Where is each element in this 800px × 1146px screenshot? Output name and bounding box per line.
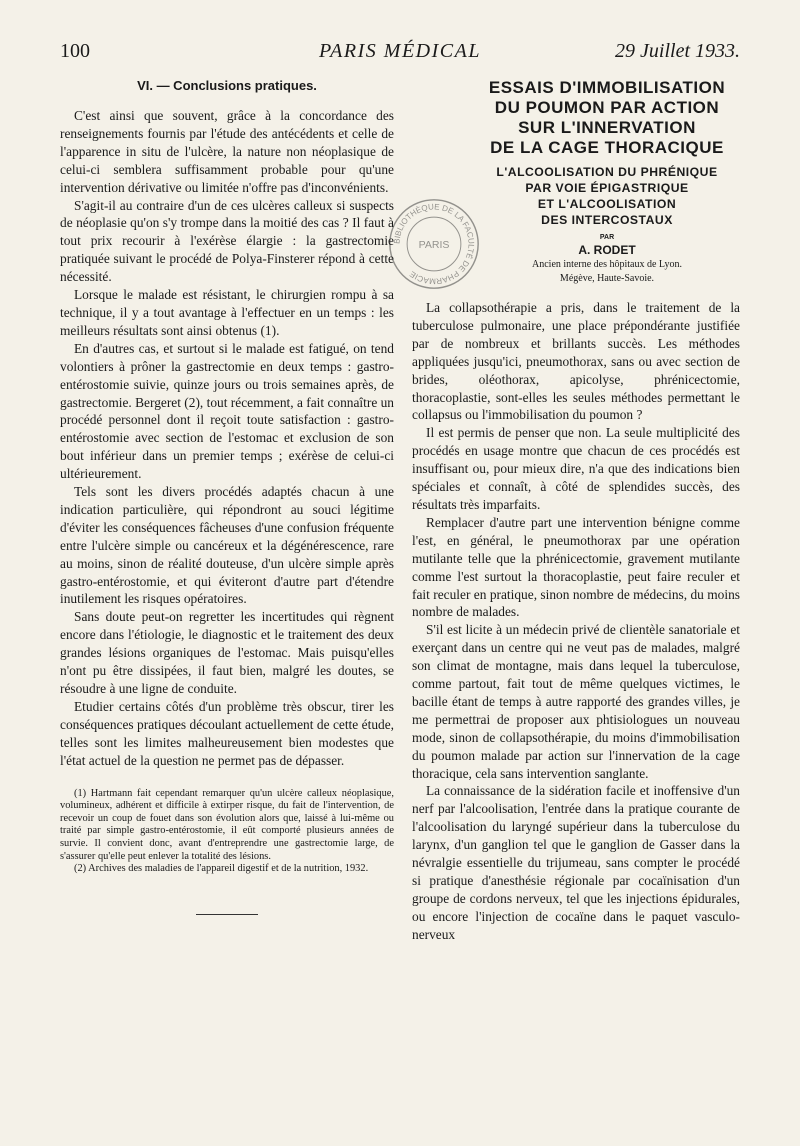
footnote: (1) Hartmann fait cependant remarquer qu'un ulcère calleux néoplasique, volumineux, adhérent et difficile à extirper risque, du fait de l'intervention, de recevoir un coup de fouet dans son évolution alors que, laissé à lui-même ou traité par simple gastro-entérostomie, il eût comporté plusieurs années de survie. Il convient donc, avant d'entreprendre une gastrectomie large, de s'assurer qu'elle peut enlever la totalité des lésions. xyxy=(60,787,394,862)
paragraph: Sans doute peut-on regretter les incertitudes qui règnent encore dans l'étiologie, le diagnostic et le traitement des deux grandes lésions organiques de l'estomac. Mais puisqu'elles n'ont pu être dissipées, il faut bien, malgré les doutes, se résoudre à une ligne de conduite. xyxy=(60,609,394,696)
right-column xyxy=(412,78,740,944)
paragraph: C'est ainsi que souvent, grâce à la concordance des renseignements fournis par l'étude des antécédents et celle de l'apparence in situ de l'ulcère, la nature non néoplasique de celui-ci semblera suffisamment probable pour qu'une intervention dérivative ou limitée n'offre pas d'inconvénients. xyxy=(60,108,394,195)
paragraph: Etudier certains côtés d'un problème très obscur, tirer les conséquences pratiques découlant actuellement de cette étude, telles sont les limites malheureusement bien modestes que l'état actuel de la question ne permet pas de dépasser. xyxy=(60,698,394,768)
issue-date: 29 Juillet 1933. xyxy=(615,40,740,62)
article-title xyxy=(474,78,740,158)
subtitle-line: DES INTERCOSTAUX xyxy=(541,213,673,227)
subtitle-line: ET L'ALCOOLISATION xyxy=(537,197,677,211)
paragraph: Remplacer d'autre part une intervention bénigne comme l'est, en général, le pneumothorax par une opération mutilante telle que la phrénicectomie, gravement mutilante comme l'est surtout la thoracoplastie, peut faire reculer et fait reculer en pratique, sinon nombre de médecins, du moins nombre de malades. xyxy=(412,514,740,620)
paragraph: Tels sont les divers procédés adaptés chacun à une indication particulière, qui répondront au souci légitime d'éviter les conséquences fâcheuses d'une confusion fréquente entre l'ulcère simple ou cancéreux et la dégénérescence, rare au moins, sinon de réalité douteuse, d'un ulcère simple après gastro-entérostomie, et qui éviteront d'autre part d'étendre inutilement les risques opératoires. xyxy=(60,484,394,607)
journal-title: PARIS MÉDICAL xyxy=(319,40,481,62)
author-affiliation: Ancien interne des hôpitaux de Lyon. xyxy=(532,259,682,270)
article-body xyxy=(412,299,740,944)
stamp-ring-text: BIBLIOTHÈQUE DE LA FACULTÉ DE PHARMACIE xyxy=(392,202,476,286)
paragraph: La connaissance de la sidération facile et inoffensive d'un nerf par l'alcoolisation, l'entrée dans la pratique courante de l'alcoolisation du laryngé supérieur dans la tuberculose du larynx, d'un ganglion tel que le ganglion de Gasser dans la névralgie essentielle du trijumeau, sans compter le procédé si pratique d'anesthésie régionale par cocaïnisation d'un groupe de cordons nerveux, tel que les injections épidurales, ou encore l'injection de cocaïne dans le paquet vasculo-nerveux xyxy=(412,783,740,942)
section-heading: VI. — Conclusions pratiques. xyxy=(137,78,317,93)
page-number: 100 xyxy=(60,40,90,62)
end-rule xyxy=(196,914,258,915)
paragraph: La collapsothérapie a pris, dans le traitement de la tuberculose pulmonaire, une place prépondérante justifiée par de nombreux et brillants succès. Les méthodes appliquées jusqu'ici, pneumothorax, sans ou avec section de brides, oléothorax, apicolyse, phrénicectomie, thoracoplastie, sont-elles les seules méthodes permettant le collapsus ou l'immobilisation du poumon ? xyxy=(412,300,740,423)
byline-par: PAR xyxy=(599,234,615,241)
paragraph: Il est permis de penser que non. La seule multiplicité des procédés en usage montre que chacun de ces procédés est insuffisant ou, pour mieux dire, n'a que des indications bien spéciales et connaît, à côté de splendides succès, des résultats très imparfaits. xyxy=(412,425,740,512)
title-line: SUR L'INNERVATION xyxy=(518,118,696,137)
author-name: A. RODET xyxy=(578,243,636,257)
paragraph: S'il est licite à un médecin privé de clientèle sanatoriale et exerçant dans un centre qui ne veut pas de malades, malgré son climat de montagne, mais dans lequel la tuberculose, comme partout, fait tout de même quelques victimes, le bacille étant de temps à autre rapporté des grandes villes, je me permettrai de proposer aux phtisiologues un nouveau mode, sinon de collapsothérapie, du moins d'immobilisation du poumon malade par action sur l'innervation de la cage thoracique, cela sans intervention sanglante. xyxy=(412,622,740,781)
running-header xyxy=(60,40,740,70)
subtitle-line: L'ALCOOLISATION DU PHRÉNIQUE xyxy=(496,165,718,179)
footnote: (2) Archives des maladies de l'appareil digestif et de la nutrition, 1932. xyxy=(74,863,369,875)
title-line: DU POUMON PAR ACTION xyxy=(494,98,720,117)
paragraph: Lorsque le malade est résistant, le chirurgien rompu à sa technique, il y a tout avantage à l'effectuer en un temps : les meilleurs résultats sont ainsi obtenus (1). xyxy=(60,287,394,338)
title-line: DE LA CAGE THORACIQUE xyxy=(490,138,724,157)
subtitle-line: PAR VOIE ÉPIGASTRIQUE xyxy=(525,181,689,195)
footnotes xyxy=(60,788,394,876)
author-location: Mégève, Haute-Savoie. xyxy=(559,273,655,284)
title-line: ESSAIS D'IMMOBILISATION xyxy=(488,78,726,97)
article-header xyxy=(474,78,740,285)
paragraph: S'agit-il au contraire d'un de ces ulcères calleux si suspects de néoplasie qu'on s'y trompe dans la moitié des cas ? Il faut à tout prix recourir à l'exérèse élargie : la gastrectomie pratiquée suivant le procédé de Polya-Finsterer répond à cette nécessité. xyxy=(60,197,394,285)
paragraph: En d'autres cas, et surtout si le malade est fatigué, on tend volontiers à prôner la gastrectomie en deux temps : gastro-entérostomie suivie, quinze jours ou trois semaines après, de gastrectomie. Bergeret (2), tout récemment, a fait connaître un procédé personnel dont il reçoit toute satisfaction : gastro-entérostomie avec section de l'estomac et exclusion de son bout inférieur dans un premier temps ; exérèse de celui-ci ultérieurement. xyxy=(60,340,395,482)
article-subtitle xyxy=(474,164,740,228)
left-column xyxy=(60,78,394,915)
stamp-center-text: PARIS xyxy=(418,238,450,251)
